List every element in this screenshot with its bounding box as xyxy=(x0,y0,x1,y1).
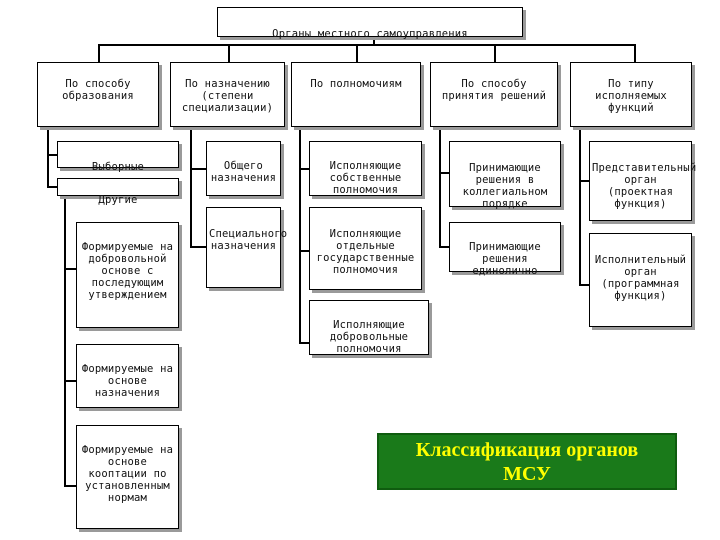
powers-label: Исполняющие собственные полномочия xyxy=(329,160,402,196)
purpose-label: Специального назначения xyxy=(209,228,288,252)
decisions-sole xyxy=(449,222,561,277)
decisions-label: Принимающие решения в коллегиальном порядке xyxy=(462,162,548,210)
decisions2-branch xyxy=(439,246,449,248)
elected-branch xyxy=(47,154,57,156)
subtype-label: Формируемые на основе кооптации по установленным нормам xyxy=(81,444,174,504)
category-decisions xyxy=(430,62,558,127)
functions2-branch xyxy=(579,284,589,286)
other-branch xyxy=(47,186,57,188)
cat1-drop xyxy=(98,44,100,62)
powers-label: Исполняющие добровольные полномочия xyxy=(329,319,409,355)
decisions1-branch xyxy=(439,172,449,174)
cat2-drop xyxy=(228,44,230,62)
functions-representative xyxy=(589,141,697,221)
other-spine xyxy=(64,196,66,486)
formation-spine xyxy=(47,127,49,187)
formation-subtype xyxy=(76,344,179,408)
cat5-drop xyxy=(634,44,636,62)
functions1-branch xyxy=(579,180,589,182)
title-banner xyxy=(377,433,677,490)
subtype-label: Формируемые на добровольной основе с последующим утверждением xyxy=(81,241,174,301)
powers-spine xyxy=(299,127,301,343)
formation-elected xyxy=(57,141,179,173)
purpose1-branch xyxy=(190,168,206,170)
category-formation xyxy=(37,62,159,127)
formation-subtype xyxy=(76,222,179,328)
decisions-collegial xyxy=(449,141,561,210)
purpose-label: Общего назначения xyxy=(210,160,277,184)
category-label: По полномочиям xyxy=(310,78,402,90)
category-label: По типу исполняемых функций xyxy=(595,78,667,114)
category-label: По способу принятия решений xyxy=(441,78,547,102)
banner-line2: МСУ xyxy=(503,462,551,485)
category-purpose xyxy=(170,62,285,127)
category-bus xyxy=(98,44,636,46)
functions-label: Представительный орган (проектная функция) xyxy=(592,162,697,210)
purpose-special xyxy=(206,207,288,288)
root-label: Органы местного самоуправления xyxy=(272,28,468,40)
sub2-branch xyxy=(64,380,76,382)
decisions-label: Принимающие решения единолично xyxy=(469,241,541,277)
elected-label: Выборные xyxy=(91,161,145,173)
powers-state xyxy=(309,207,422,290)
sub1-branch xyxy=(64,268,76,270)
formation-subtype xyxy=(76,425,179,529)
cat3-drop xyxy=(356,44,358,62)
purpose-spine xyxy=(190,127,192,247)
powers3-branch xyxy=(299,342,309,344)
powers-own xyxy=(309,141,422,196)
category-label: По назначению (степени специализации) xyxy=(181,78,274,114)
powers1-branch xyxy=(299,168,309,170)
root-box xyxy=(217,7,523,40)
sub3-branch xyxy=(64,485,76,487)
subtype-label: Формируемые на основе назначения xyxy=(81,363,174,399)
purpose-general xyxy=(206,141,281,196)
category-powers xyxy=(291,62,421,127)
cat4-drop xyxy=(494,44,496,62)
powers-voluntary xyxy=(309,300,429,355)
category-functions xyxy=(570,62,692,127)
functions-spine xyxy=(579,127,581,285)
powers-label: Исполняющие отдельные государственные полномочия xyxy=(316,228,415,276)
decisions-spine xyxy=(439,127,441,248)
banner-line1: Классификация органов xyxy=(415,438,639,461)
powers2-branch xyxy=(299,250,309,252)
category-label: По способу образования xyxy=(62,78,134,102)
other-label: Другие xyxy=(98,194,138,206)
formation-other xyxy=(57,178,179,206)
functions-executive xyxy=(589,233,692,327)
purpose2-branch xyxy=(190,246,206,248)
functions-label: Исполнительный орган (программная функция) xyxy=(594,254,687,302)
